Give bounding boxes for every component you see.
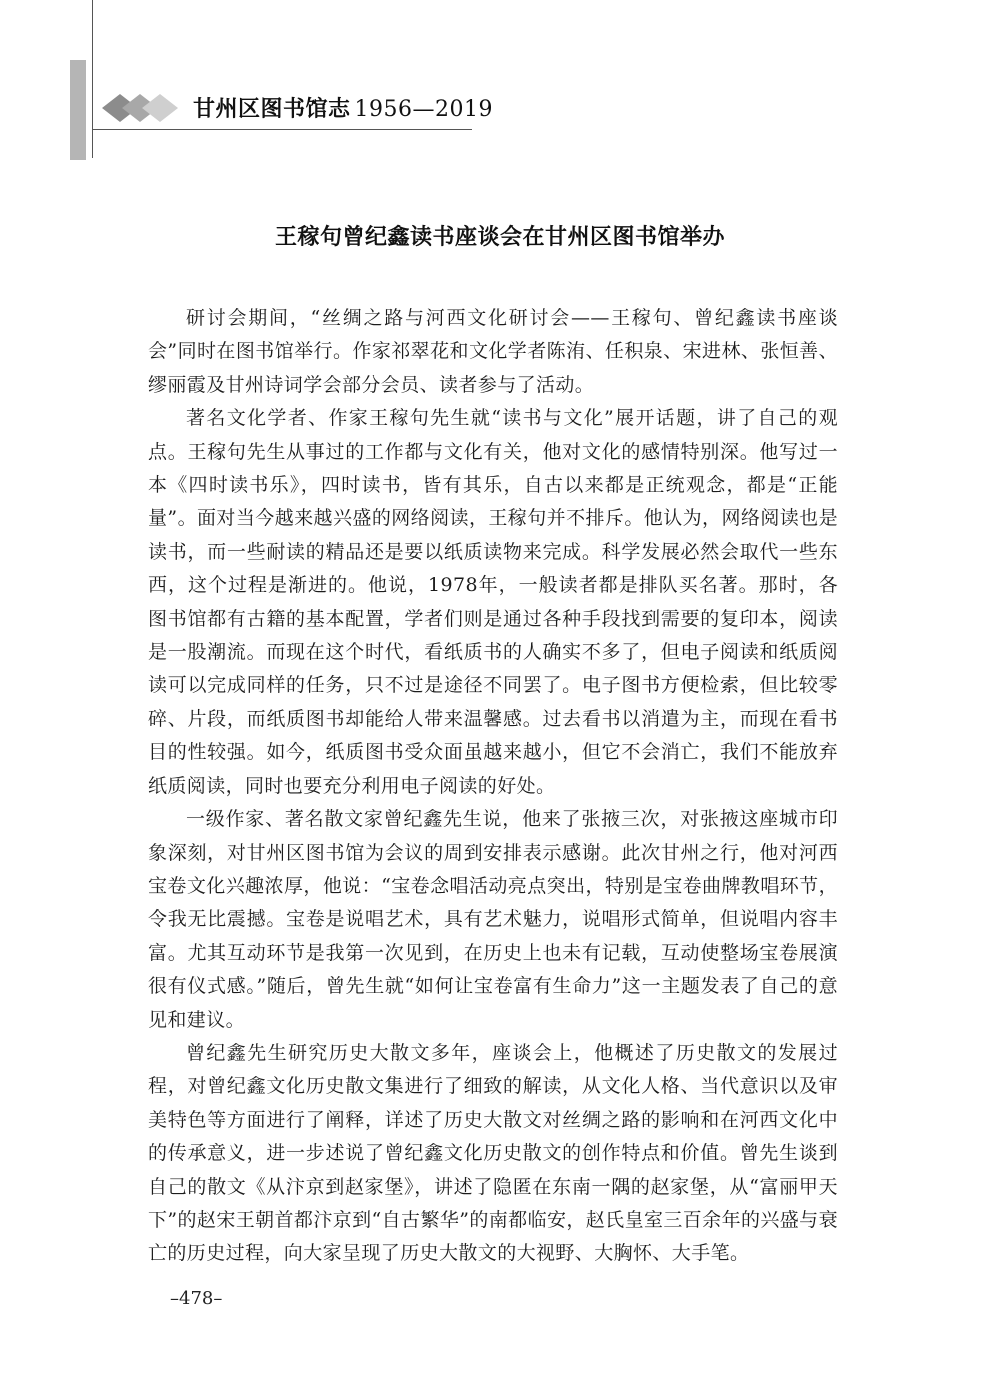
paragraph: 曾纪鑫先生研究历史大散文多年，座谈会上，他概述了历史散文的发展过程，对曾纪鑫文化历史散文集进行了细致的解读，从文化人格、当代意识以及审美特色等方面进行了阐释，详述了历史大散文对丝绸之路的影响和在河西文化中的传承意义，进一步述说了曾纪鑫文化历史散文的创作特点和价值。曾先生谈到自己的散文《从汴京到赵家堡》，讲述了隐匿在东南一隅的赵家堡，从“富丽甲天下”的赵宋王朝首都汴京到“自古繁华”的南都临安，赵氏皇室三百余年的兴盛与衰亡的历史过程，向大家呈现了历史大散文的大视野、大胸怀、大手笔。: [148, 1041, 838, 1265]
article-body: [148, 302, 838, 1271]
page-number: –478–: [170, 1288, 223, 1309]
header-vertical-rule: [92, 0, 93, 158]
paragraph: 一级作家、著名散文家曾纪鑫先生说，他来了张掖三次，对张掖这座城市印象深刻，对甘州区图书馆为会议的周到安排表示感谢。此次甘州之行，他对河西宝卷文化兴趣浓厚，他说：“宝卷念唱活动亮点突出，特别是宝卷曲牌教唱环节，令我无比震撼。宝卷是说唱艺术，具有艺术魅力，说唱形式简单，但说唱内容丰富。尤其互动环节是我第一次见到，在历史上也未有记载，互动使整场宝卷展演很有仪式感。”随后，曾先生就“如何让宝卷富有生命力”这一主题发表了自己的意见和建议。: [148, 808, 838, 1031]
header-gray-bar: [70, 60, 86, 160]
header-diamond-ornament: [100, 90, 190, 126]
running-header: [193, 92, 493, 123]
header-horizontal-rule: [92, 129, 472, 130]
paragraph: 研讨会期间，“丝绸之路与河西文化研讨会——王稼句、曾纪鑫读书座谈会”同时在图书馆举行。作家祁翠花和文化学者陈洧、任积泉、宋进林、张恒善、缪丽霞及甘州诗词学会部分会员、读者参与了活动。: [148, 307, 838, 396]
book-title: 甘州区图书馆志: [193, 96, 351, 122]
book-years: 1956—2019: [354, 97, 493, 122]
article-title: 王稼句曾纪鑫读书座谈会在甘州区图书馆举办: [274, 225, 725, 250]
paragraph: 著名文化学者、作家王稼句先生就“读书与文化”展开话题，讲了自己的观点。王稼句先生从事过的工作都与文化有关，他对文化的感情特别深。他写过一本《四时读书乐》，四时读书，皆有其乐，自古以来都是正统观念，都是“正能量”。面对当今越来越兴盛的网络阅读，王稼句并不排斥。他认为，网络阅读也是读书，而一些耐读的精品还是要以纸质读物来完成。科学发展必然会取代一些东西，这个过程是渐进的。他说，1978年，一般读者都是排队买名著。那时，各图书馆都有古籍的基本配置，学者们则是通过各种手段找到需要的复印本，阅读是一股潮流。而现在这个时代，看纸质书的人确实不多了，但电子阅读和纸质阅读可以完成同样的任务，只不过是途径不同罢了。电子图书方便检索，但比较零碎、片段，而纸质图书却能给人带来温馨感。过去看书以消遣为主，而现在看书目的性较强。如今，纸质图书受众面虽越来越小，但它不会消亡，我们不能放弃纸质阅读，同时也要充分利用电子阅读的好处。: [148, 407, 838, 797]
